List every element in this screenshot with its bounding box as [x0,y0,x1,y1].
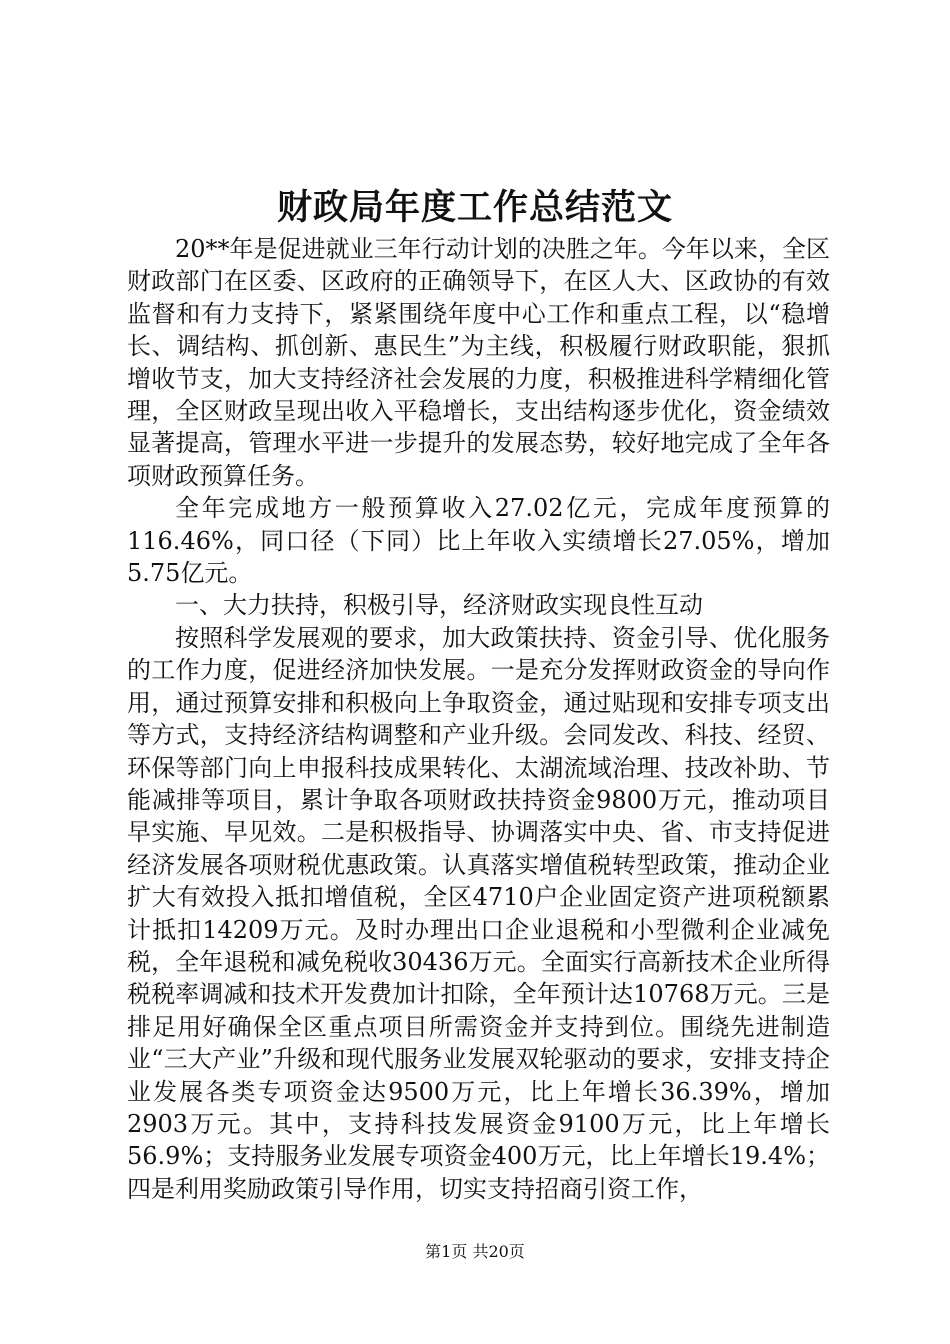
section-heading-1: 一、大力扶持，积极引导，经济财政实现良性互动 [175,591,703,620]
document-body [127,233,830,1205]
document-title: 财政局年度工作总结范文 [276,187,673,228]
paragraph-revenue: 全年完成地方一般预算收入27.02亿元，完成年度预算的116.46%，同口径（下同）比上年收入实绩增长27.05%，增加5.75亿元。 [127,494,830,588]
paragraph-section-1: 按照科学发展观的要求，加大政策扶持、资金引导、优化服务的工作力度，促进经济加快发展。一是充分发挥财政资金的导向作用，通过预算安排和积极向上争取资金，通过贴现和安排专项支出等方式，支持经济结构调整和产业升级。会同发改、科技、经贸、环保等部门向上申报科技成果转化、太湖流域治理、技改补助、节能减排等项目，累计争取各项财政扶持资金9800万元，推动项目早实施、早见效。二是积极指导、协调落实中央、省、市支持促进经济发展各项财税优惠政策。认真落实增值税转型政策，推动企业扩大有效投入抵扣增值税，全区4710户企业固定资产进项税额累计抵扣14209万元。及时办理出口企业退税和小型微利企业减免税，全年退税和减免税收30436万元。全面实行高新技术企业所得税税率调减和技术开发费加计扣除，全年预计达10768万元。三是排足用好确保全区重点项目所需资金并支持到位。围绕先进制造业“三大产业”升级和现代服务业发展双轮驱动的要求，安排支持企业发展各类专项资金达9500万元，比上年增长36.39%，增加2903万元。其中，支持科技发展资金9100万元，比上年增长56.9%；支持服务业发展专项资金400万元，比上年增长19.4%；四是利用奖励政策引导作用，切实支持招商引资工作， [127,623,830,1203]
paragraph-intro: 20**年是促进就业三年行动计划的决胜之年。今年以来，全区财政部门在区委、区政府的正确领导下，在区人大、区政协的有效监督和有力支持下，紧紧围绕年度中心工作和重点工程，以“稳增长、调结构、抓创新、惠民生”为主线，积极履行财政职能，狠抓增收节支，加大支持经济社会发展的力度，积极推进科学精细化管理，全区财政呈现出收入平稳增长，支出结构逐步优化，资金绩效显著提高，管理水平进一步提升的发展态势，较好地完成了全年各项财政预算任务。 [127,235,830,490]
page-footer: 第1页 共20页 [425,1242,525,1261]
